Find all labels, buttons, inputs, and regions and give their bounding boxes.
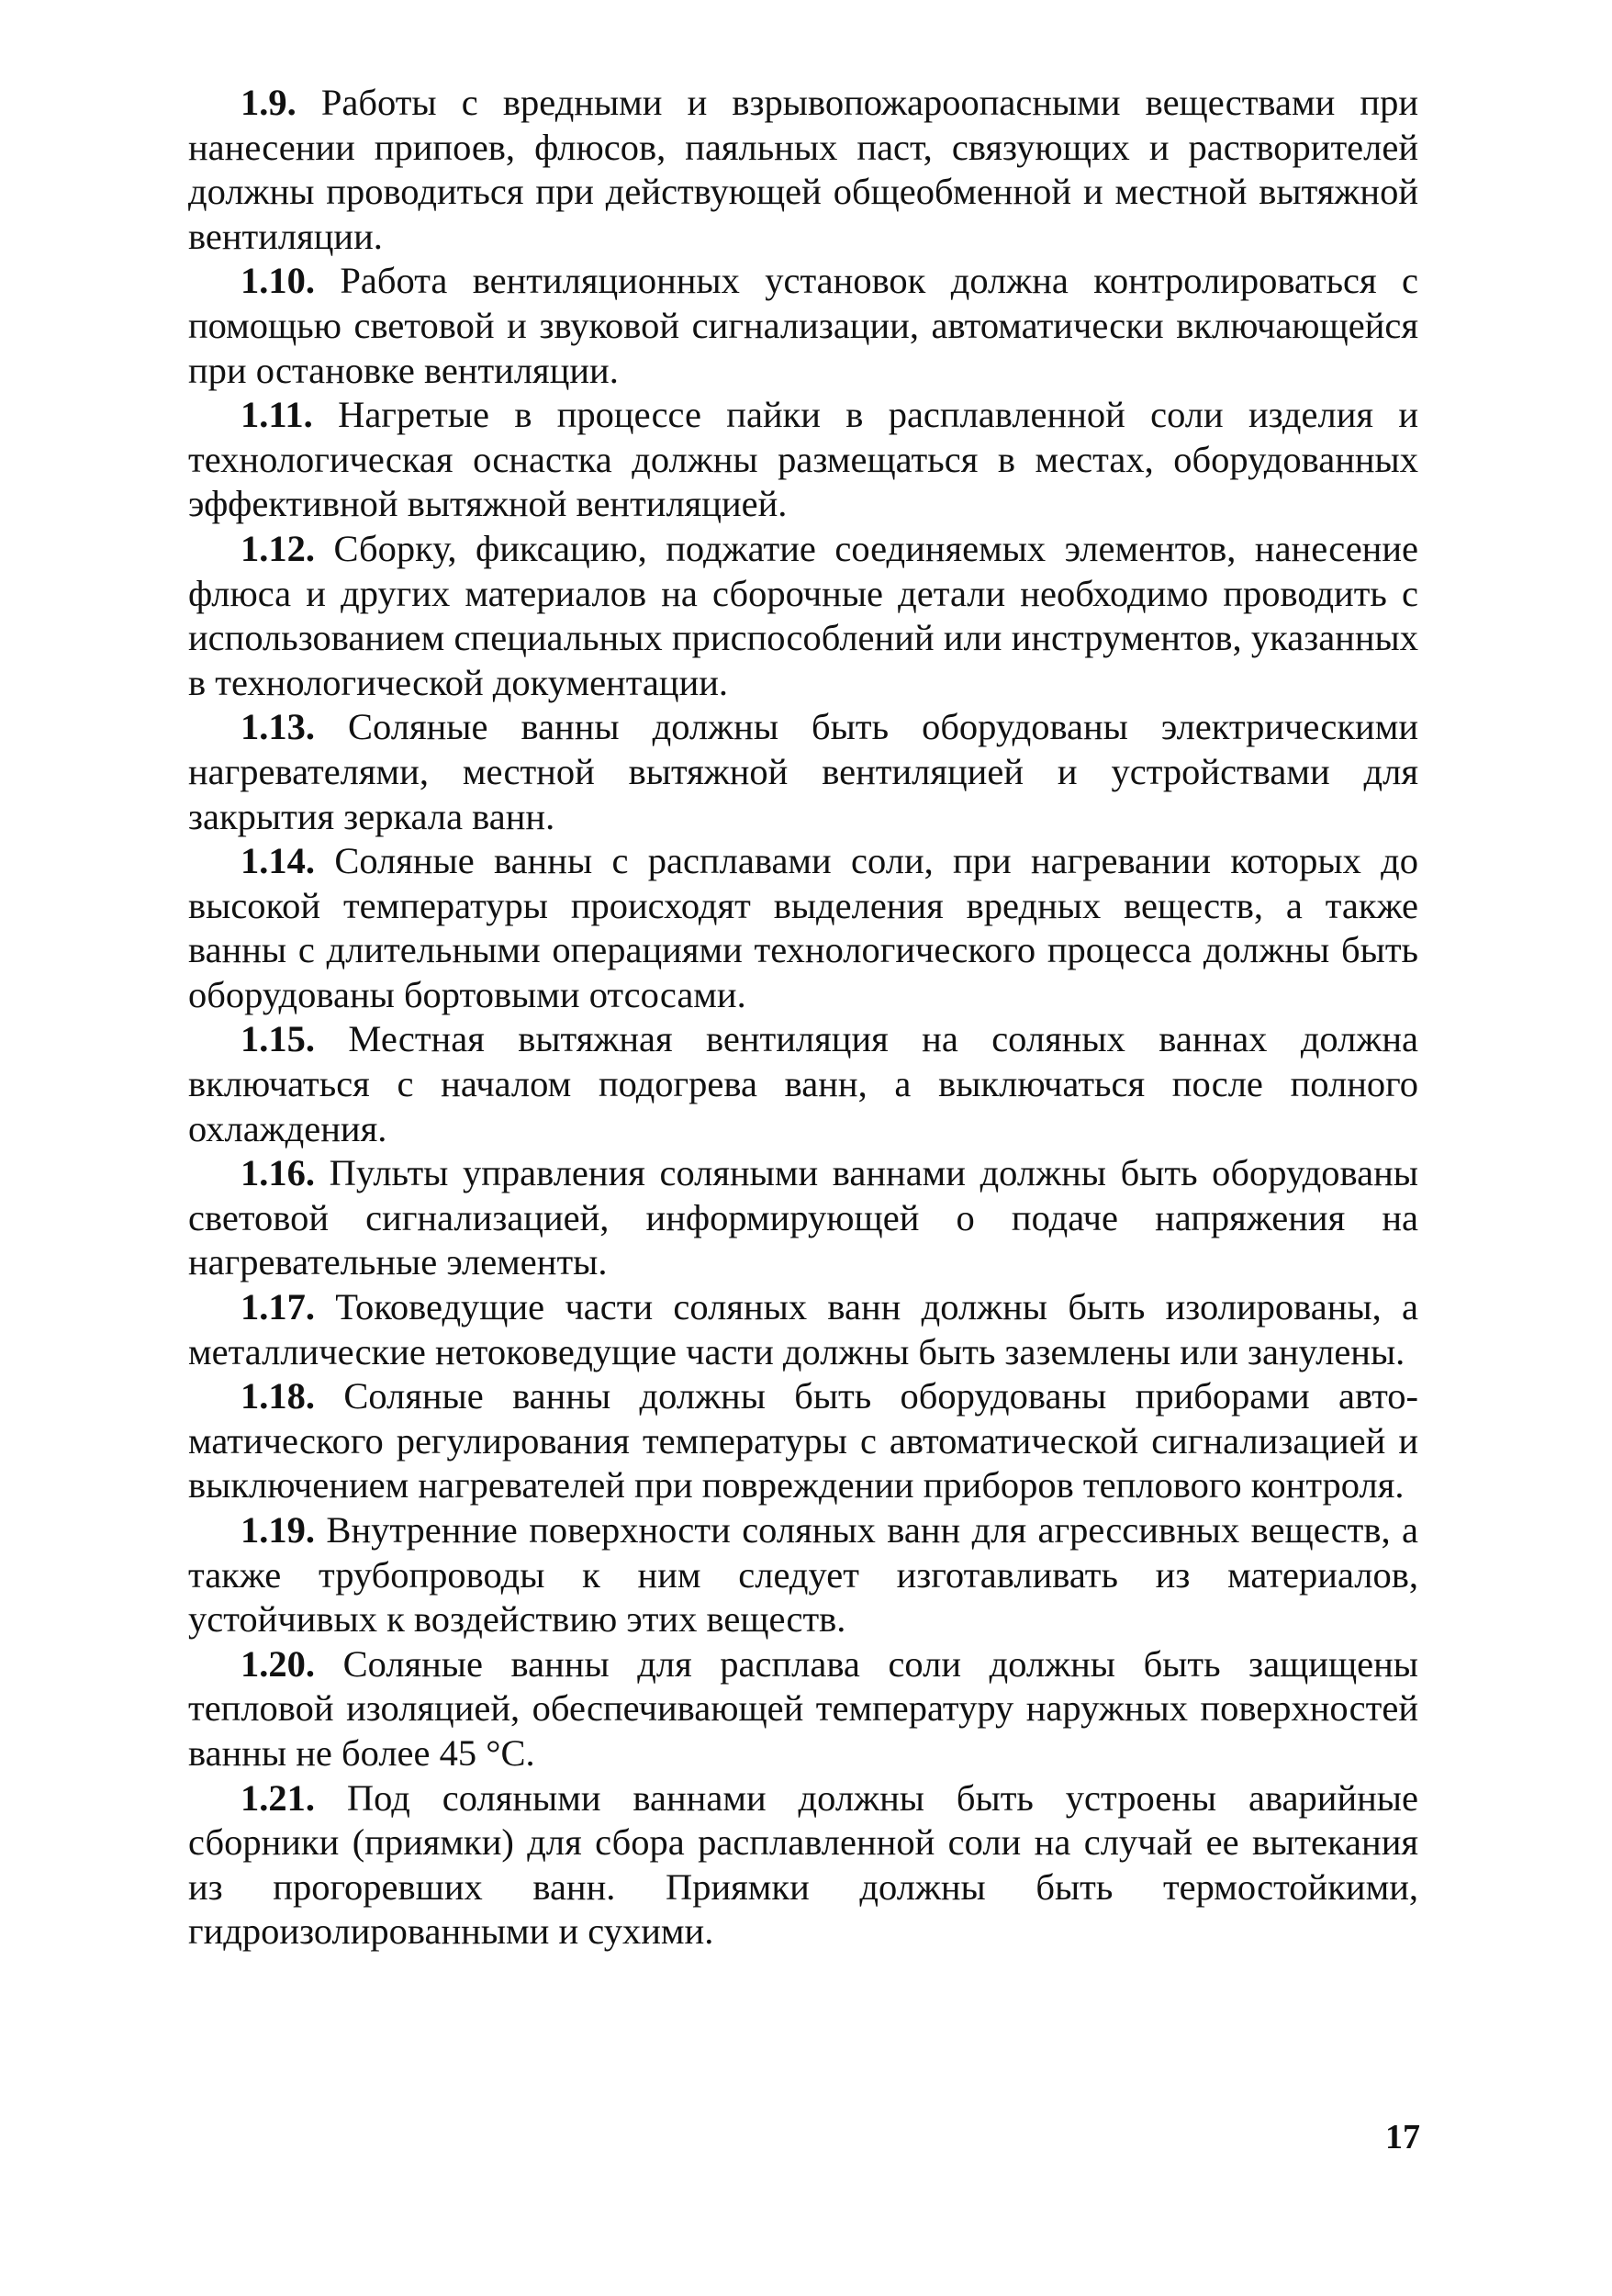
paragraph-text: Соляные ванны для расплава соли должны быть защищены тепловой изоляцией, обеспечивающей температуру наружных поверхностей ванны не более 45 °С. xyxy=(188,1642,1418,1774)
paragraph-1-16 xyxy=(188,1151,1418,1285)
paragraph-text: Работа вентиляционных установок должна контролироваться с помощью световой и звуковой сигнализации, автоматически включающейся при остановке вентиляции. xyxy=(188,260,1418,391)
paragraph-number: 1.12. xyxy=(241,527,315,569)
paragraph-text: Пульты управления соляными ваннами должны быть оборудованы световой сигнализацией, информирующей о подаче напряжения на нагревательные элементы. xyxy=(188,1152,1418,1283)
paragraph-1-9 xyxy=(188,81,1418,259)
paragraph-1-15 xyxy=(188,1017,1418,1151)
paragraph-number: 1.18. xyxy=(241,1375,315,1417)
paragraph-text: Работы с вредными и взрывопожароопасными веществами при нанесении припоев, флюсов, паяльных паст, связующих и растворителей должны проводиться при действующей общеобменной и местной вытяжной вентиляции. xyxy=(188,82,1418,257)
paragraph-number: 1.15. xyxy=(241,1018,315,1060)
paragraph-text: Под соляными ваннами должны быть устроены аварийные сборники (приямки) для сбора расплавленной соли на случай ее вытекания из прогоревших ванн. Приямки должны быть термостойкими, гидроизолированными и сухими. xyxy=(188,1776,1418,1953)
paragraph-number: 1.16. xyxy=(241,1152,315,1194)
page-number: 17 xyxy=(1385,2118,1420,2156)
paragraph-number: 1.20. xyxy=(241,1642,315,1685)
paragraph-text: Внутренние поверхности соляных ванн для агрессивных веществ, а также трубопроводы к ним следует изготавливать из материалов, устойчивых к воздействию этих веществ. xyxy=(188,1509,1418,1641)
paragraph-number: 1.17. xyxy=(241,1286,315,1328)
paragraph-number: 1.14. xyxy=(241,840,315,882)
paragraph-text: Соляные ванны с расплавами соли, при нагревании которых до высокой температуры происходят выделения вредных веществ, а также ванны с длительными операциями технологического процесса должны быть оборудованы бортовыми отсосами. xyxy=(188,840,1418,1015)
paragraph-number: 1.10. xyxy=(241,260,315,302)
paragraph-1-14 xyxy=(188,839,1418,1017)
paragraph-number: 1.13. xyxy=(241,706,315,748)
paragraph-1-18 xyxy=(188,1374,1418,1508)
paragraph-1-17 xyxy=(188,1285,1418,1374)
paragraph-1-11 xyxy=(188,393,1418,527)
document-page xyxy=(188,81,1418,1954)
paragraph-text: Местная вытяжная вентиляция на соляных ваннах должна включаться с началом подогрева ванн, а выключаться после полного охлаждения. xyxy=(188,1018,1418,1149)
paragraph-1-20 xyxy=(188,1642,1418,1776)
paragraph-text: Нагретые в процессе пайки в расплавленной соли изделия и технологическая оснастка должны размещаться в местах, оборудованных эффективной вытяжной вентиляцией. xyxy=(188,394,1418,525)
paragraph-text: Сборку, фиксацию, поджатие соединяемых элементов, нанесение флюса и других материалов на сборочные детали необходимо проводить с использованием специальных приспособлений или инструментов, указанных в технологической документации. xyxy=(188,527,1418,703)
paragraph-text: Соляные ванны должны быть оборудованы электрическими нагревателями, местной вытяжной вентиляцией и устройствами для закрытия зеркала ванн. xyxy=(188,706,1418,837)
paragraph-text: Соляные ванны должны быть оборудованы приборами автоматического регулирования температуры с автоматической сигнализацией и выключением нагревателей при повреждении приборов теплового контроля. xyxy=(188,1375,1418,1506)
paragraph-number: 1.9. xyxy=(241,82,297,123)
paragraph-1-13 xyxy=(188,705,1418,839)
paragraph-number: 1.11. xyxy=(241,394,313,436)
paragraph-text: Токоведущие части соляных ванн должны быть изолированы, а металлические нетоковедущие части должны быть заземлены или занулены. xyxy=(188,1286,1418,1372)
paragraph-1-10 xyxy=(188,259,1418,393)
paragraph-1-12 xyxy=(188,527,1418,705)
paragraph-1-19 xyxy=(188,1508,1418,1642)
paragraph-1-21 xyxy=(188,1776,1418,1954)
paragraph-number: 1.19. xyxy=(241,1509,315,1551)
paragraph-number: 1.21. xyxy=(241,1776,315,1819)
